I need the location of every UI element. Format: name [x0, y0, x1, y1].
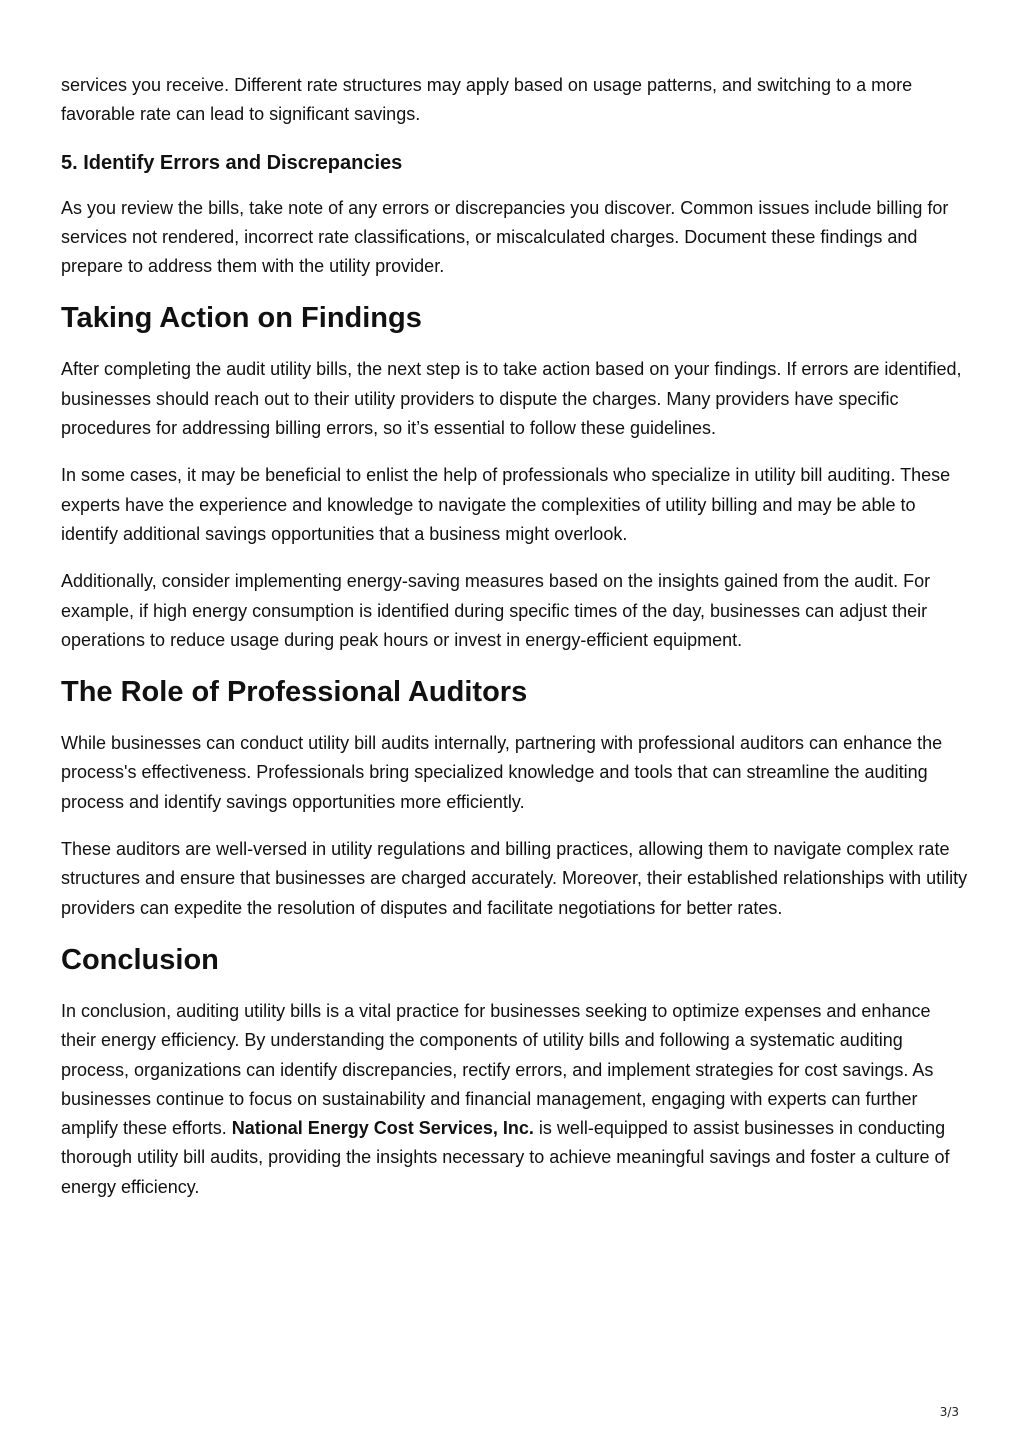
intro-paragraph: services you receive. Different rate structures may apply based on usage patterns, and switching to a more favorable rate can lead to significant savings. [61, 75, 913, 125]
conclusion-heading: Conclusion [61, 943, 219, 976]
role-paragraph-2: These auditors are well-versed in utility regulations and billing practices, allowing them to navigate complex rate structures and ensure that businesses are charged accurately. Moreover, their established relationships with utility providers can expedite the resolution of disputes and facilitate negotiations for better rates. [61, 839, 968, 918]
taking-action-heading: Taking Action on Findings [61, 302, 422, 335]
step-5-heading: 5. Identify Errors and Discrepancies [61, 151, 403, 174]
page-number: 3/3 [939, 1405, 959, 1419]
taking-action-paragraph-1: After completing the audit utility bills, the next step is to take action based on your findings. If errors are identified, businesses should reach out to their utility providers to dispute the charges. Many providers have specific procedures for addressing billing errors, so it’s essential to follow these guidelines. [61, 359, 962, 439]
taking-action-paragraph-2: In some cases, it may be beneficial to enlist the help of professionals who specialize in utility bill auditing. These experts have the experience and knowledge to navigate the complexities of utility billing and may be able to identify additional savings opportunities that a business might overlook. [61, 465, 951, 544]
conclusion-text-before: In conclusion, auditing utility bills is a vital practice for businesses seeking to optimize expenses and enhance their energy efficiency. By understanding the components of utility bills and following a systematic auditing process, organizations can identify discrepancies, rectify errors, and implement strategies for cost savings. As businesses continue to focus on sustainability and financial management, engaging with experts can further amplify these efforts. [61, 1000, 934, 1139]
document-page [61, 71, 969, 1202]
role-paragraph-1: While businesses can conduct utility bill audits internally, partnering with professional auditors can enhance the process's effectiveness. Professionals bring specialized knowledge and tools that can streamline the auditing process and identify savings opportunities more efficiently. [61, 733, 943, 812]
conclusion-paragraph [61, 997, 969, 1202]
taking-action-paragraph-3: Additionally, consider implementing energy-saving measures based on the insights gained from the audit. For example, if high energy consumption is identified during specific times of the day, businesses can adjust their operations to reduce usage during peak hours or invest in energy-efficient equipment. [61, 571, 931, 650]
conclusion-text-after: is well-equipped to assist businesses in conducting thorough utility bill audits, providing the insights necessary to achieve meaningful savings and foster a culture of energy efficiency. [61, 1118, 950, 1197]
step-5-paragraph: As you review the bills, take note of any errors or discrepancies you discover. Common issues include billing for services not rendered, incorrect rate classifications, or miscalculated charges. Document these findings and prepare to address them with the utility provider. [61, 197, 949, 277]
role-heading: The Role of Professional Auditors [61, 676, 528, 709]
company-name: National Energy Cost Services, Inc. [231, 1118, 534, 1139]
